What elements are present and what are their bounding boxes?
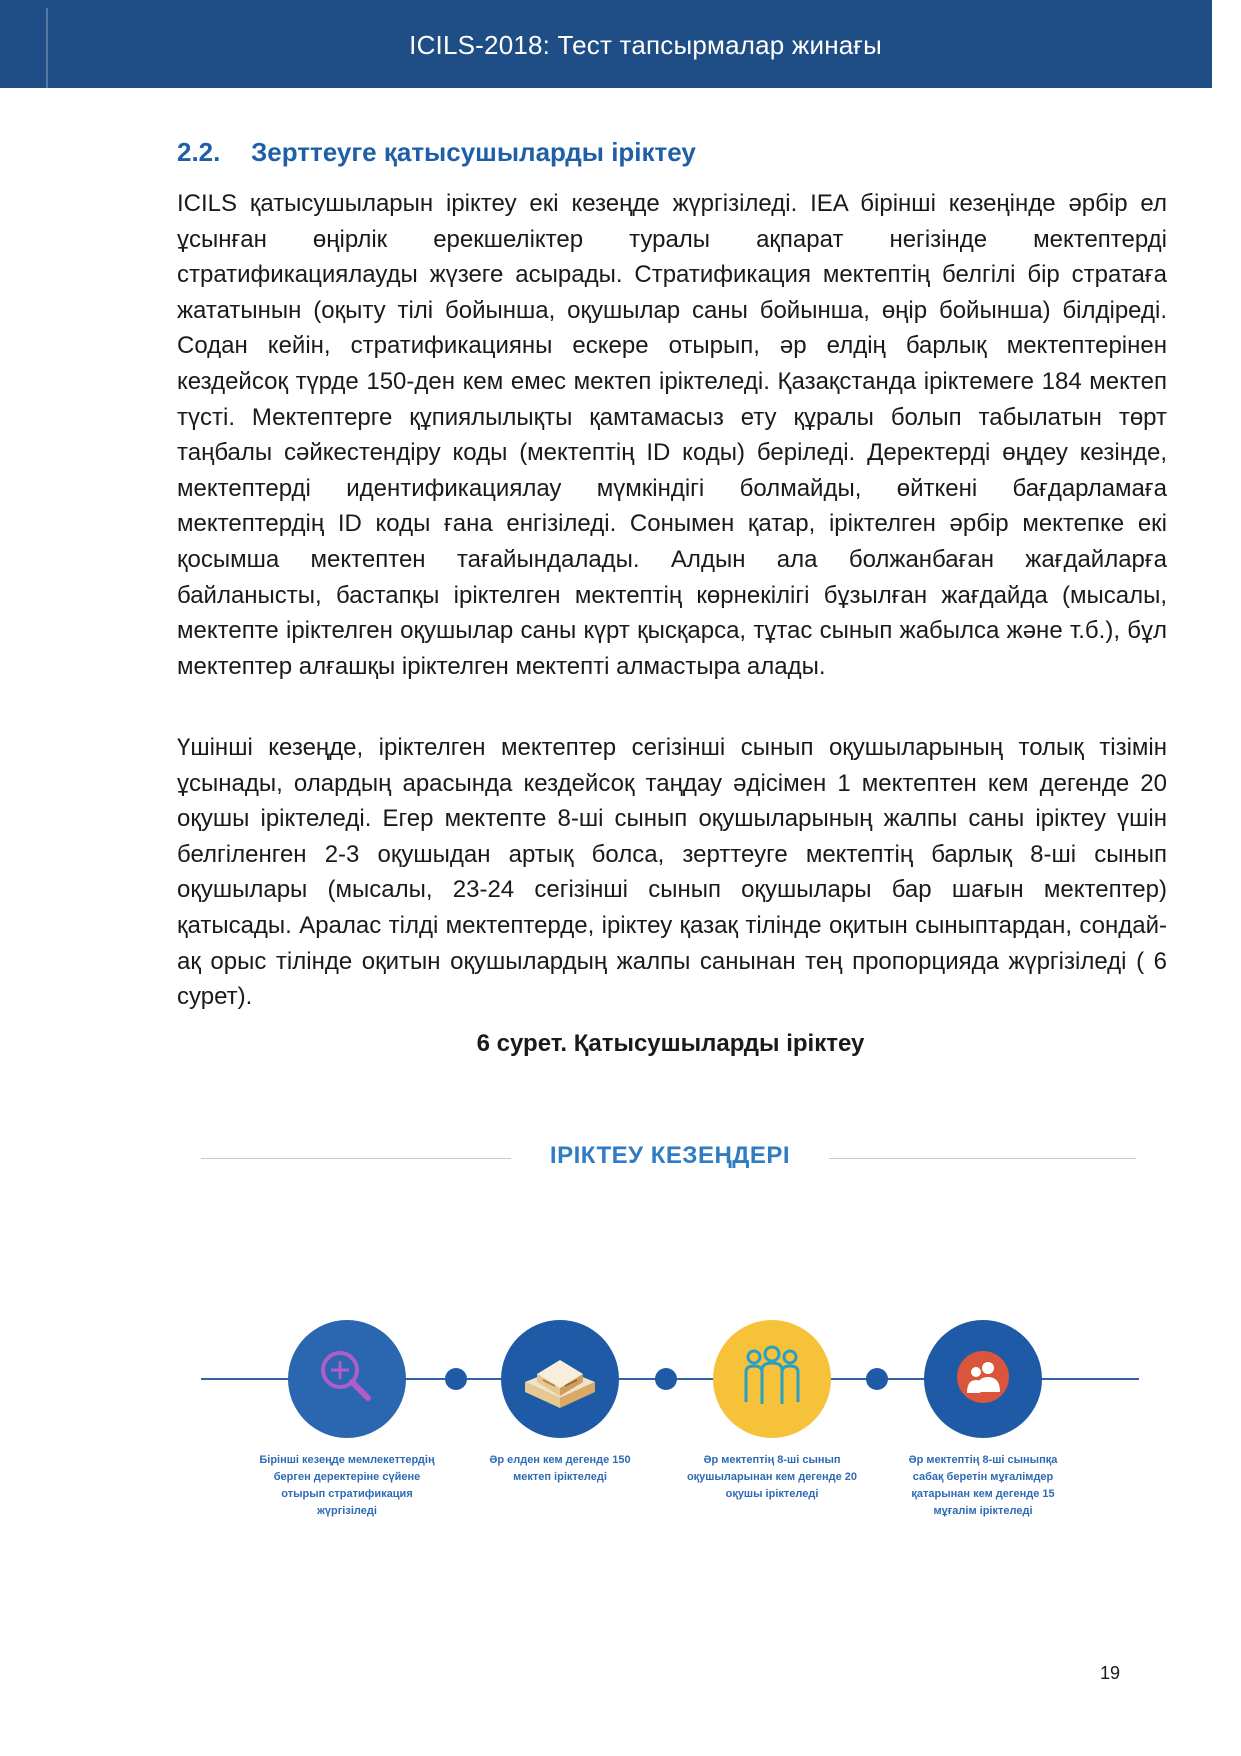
section-heading [177,137,696,168]
students-group-icon [737,1342,807,1417]
section-title: Зерттеуге қатысушыларды іріктеу [251,137,696,167]
stage-4-circle [924,1320,1042,1438]
stage-2-label: Әр елден кем дегенде 150 мектеп іріктеледі [489,1454,631,1483]
stage-2-circle [501,1320,619,1438]
figure-title: ІРІКТЕУ КЕЗЕҢДЕРІ [549,1142,791,1169]
header-band [0,0,1212,88]
school-building-icon [515,1342,605,1417]
stage-4-label: Әр мектептің 8-ші сыныпқа сабақ беретін мұғалімдер қатарынан кем дегенде 15 мұғалім іріктеледі [908,1454,1058,1517]
timeline-dot-1 [445,1368,467,1390]
header-title: ICILS-2018: Тест тапсырмалар жинағы [409,30,882,60]
figure-selection-stages [195,1120,1145,1540]
paragraph-1: ICILS қатысушыларын іріктеу екі кезеңде жүргізіледі. IEA бірінші кезеңінде әрбір ел ұсынған өңірлік ерекшеліктер туралы ақпарат негізінде мектептерді стратификациялауды жүзеге асырады. Стратификация мектептің белгілі бір стратаға жататынын (оқыту тілі бойынша, оқушылар саны бойынша, өңір бойынша) білдіреді. Содан кейін, стратификацияны ескере отырып, әр елдің барлық мектептерінен кездейсоқ түрде 150-ден кем емес мектеп іріктеледі. Қазақстанда іріктемеге 184 мектеп түсті. Мектептерге құпиялылықты қамтамасыз ету құралы болып табылатын төрт таңбалы сәйкестендіру коды (мектептің ID коды) беріледі. Деректерді өңдеу кезінде, мектептерді идентификациялау мүмкіндігі болмайды, өйткені бағдарламаға мектептердің ID коды ғана енгізіледі. Сонымен қатар, іріктелген әрбір мектепке екі қосымша мектептен тағайындалады. Алдын ала болжанбаған жағдайларға байланысты, бастапқы іріктелген мектептің көрнекілігі бұзылған жағдайда (мысалы, мектепте іріктелген оқушылар саны күрт қысқарса, тұтас сынып жабылса және т.б.), бұл мектептер алғашқы іріктелген мектепті алмастыра алады. [177,190,1167,680]
stage-3-label: Әр мектептің 8-ші сынып оқушыларынан кем дегенде 20 оқушы іріктеледі [686,1454,858,1500]
figure-title-rule-right [829,1158,1136,1159]
stage-1-circle [288,1320,406,1438]
section-number: 2.2. [177,137,221,167]
header-divider [46,8,48,88]
paragraph-2: Үшінші кезеңде, іріктелген мектептер сегізінші сынып оқушыларының толық тізімін ұсынады, олардың арасында кездейсоқ таңдау әдісімен 1 мектептен кем дегенде 20 оқушы іріктеледі. Егер мектепте 8-ші сынып оқушыларының жалпы саны іріктеу үшін белгіленген 2-3 оқушыдан артық болса, зерттеуге мектептің барлық 8-ші сынып оқушылары (мысалы, 23-24 сегізінші сынып оқушылары бар шағын мектептер) қатысады. Аралас тілді мектептерде, іріктеу қазақ тілінде оқитын сыныптардан, сондай-ақ орыс тілінде оқитын оқушылардың жалпы санынан тең пропорцияда жүргізіледі ( 6 сурет). [177,734,1167,1011]
teachers-icon [948,1342,1018,1417]
page-number: 19 [1100,1663,1121,1683]
timeline-dot-2 [655,1368,677,1390]
stage-1-label: Бірінші кезеңде мемлекеттердің берген деректеріне сүйене отырып стратификация жүргізіледі [259,1454,435,1517]
timeline-dot-3 [866,1368,888,1390]
figure-caption: 6 сурет. Қатысушыларды іріктеу [476,1030,865,1057]
stage-3-circle [713,1320,831,1438]
magnifier-plus-icon [312,1342,382,1417]
